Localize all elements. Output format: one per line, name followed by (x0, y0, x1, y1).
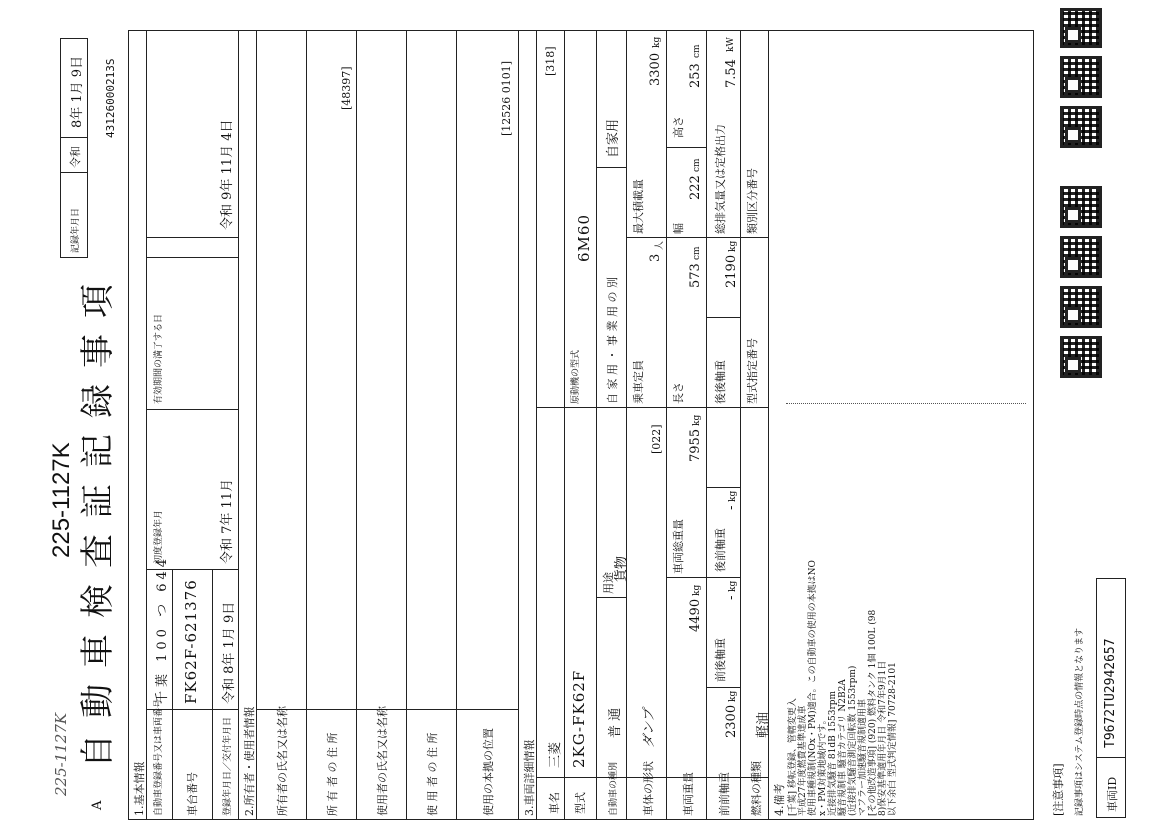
vehicle-id-label: 車両ID (1106, 776, 1119, 812)
model-label: 型式 (574, 792, 587, 814)
rear-rear-axle-unit: kg (728, 240, 738, 252)
maker-code: [318] (544, 46, 557, 76)
record-date-era: 令和 (69, 146, 82, 168)
remark-line: x・PM対策地域内です。 (818, 715, 828, 816)
qr-code-icon (1060, 56, 1102, 98)
remark-line: 騒音規制車 騒音カテゴリ N2B2A (838, 679, 848, 816)
remark-line: 8)保安基準適用年月日 令和7年9月1日 (878, 660, 888, 816)
front-rear-axle-value: - (724, 595, 739, 600)
body-code: [022] (650, 424, 663, 454)
width-unit: cm (692, 158, 702, 172)
rear-front-axle-label: 後前軸重 (714, 528, 727, 572)
qr-code-icon (1060, 186, 1102, 228)
gross-label: 車両総重量 (672, 519, 685, 574)
rear-rear-axle-value: 2190 (724, 254, 739, 288)
gross-value: 7955 (688, 428, 703, 462)
engine-label: 原動機の型式 (571, 349, 581, 404)
fuel-label: 燃料の種類 (750, 761, 763, 816)
reg-label: 自動車登録番号又は車両番号 (154, 698, 164, 816)
fuel-value: 軽油 (756, 711, 771, 738)
expiry-label: 有効期間の満了する日 (154, 313, 164, 404)
length-label: 長さ (672, 382, 685, 404)
qr-code-icon (1060, 286, 1102, 328)
chassis-label: 車台番号 (186, 772, 199, 816)
car-number: 225-1127K (48, 442, 75, 558)
body-label: 車体の形状 (642, 761, 655, 816)
remark-line: 平成27年度燃費基準達成車 (798, 705, 808, 816)
use-value: 貨物 (614, 555, 629, 582)
kind-label: 自動車の種別 (609, 761, 619, 816)
owner-address-label: 所 有 者 の 住 所 (326, 732, 339, 816)
maxload-value: 3300 (648, 52, 663, 86)
front-rear-axle-label: 前後軸重 (714, 638, 727, 682)
notice-header: [注意事項] (1052, 763, 1065, 816)
maker-label: 車名 (548, 792, 561, 814)
weight-unit: kg (692, 584, 702, 596)
rear-front-axle-unit: kg (728, 490, 738, 502)
maker-value: 三菱 (548, 741, 563, 768)
front-front-axle-unit: kg (728, 690, 738, 702)
qr-code-icon (1060, 8, 1102, 48)
capacity-unit: 人 (655, 240, 665, 250)
sec3-header: 3.車両詳細情報 (523, 739, 536, 816)
capacity-value: 3 (648, 253, 663, 262)
weight-label: 車両重量 (682, 772, 695, 816)
length-value: 573 (688, 263, 703, 288)
capacity-label: 乗車定員 (632, 360, 645, 404)
sec1-header: 1.基本情報 (133, 761, 146, 816)
reg-date-value: 令和 8年 1月 9日 (222, 601, 237, 704)
record-date-label: 記録年月日 (71, 207, 81, 253)
purpose-label: 自 家 用 ・ 事 業 用 の 別 (606, 277, 619, 404)
owner-name-label: 所有者の氏名又は名称 (276, 706, 289, 816)
remark-line: [その他改造事項] (920) 燃料タンク 1個 100L (98 (868, 609, 878, 816)
maxload-label: 最大積載量 (632, 179, 645, 234)
remark-line: 以下余白 型式判定情報] 70728-2101 (888, 662, 898, 816)
remark-line: マフラー加速騒音規制適用車 (858, 698, 868, 816)
front-front-axle-label: 前前軸重 (718, 772, 731, 816)
height-unit: cm (692, 44, 702, 58)
front-front-axle-value: 2300 (724, 704, 739, 738)
doc-label: A (90, 800, 105, 810)
base-location-label: 使用の本拠の位置 (482, 728, 495, 816)
base-location-code: [12526 0101] (500, 60, 513, 136)
body-value: ダンプ (642, 708, 657, 748)
reg-date-label: 登録年月日／交付年月日 (223, 716, 233, 816)
displacement-label: 総排気量又は定格出力 (714, 124, 727, 234)
handwritten-note: 225-1127K (52, 712, 70, 796)
document-title: 自動車検査証記録事項 (78, 268, 118, 768)
width-label: 幅 (672, 223, 685, 234)
chassis-value: FK62F-621376 (182, 579, 200, 704)
remark-line: 使用車種規制(NOx・PM)適合。この自動車の使用の本拠はNO (808, 560, 818, 816)
document-number: 43126000213S (104, 58, 117, 138)
first-reg-label: 初度登録年月 (154, 509, 164, 564)
qr-code-icon (1060, 236, 1102, 278)
front-rear-axle-unit: kg (728, 580, 738, 592)
kind-value: 普 通 (608, 707, 623, 738)
notice-text: 記録事項はシステム登録時点の情報となります (1075, 627, 1085, 816)
engine-value: 6M60 (575, 214, 593, 262)
remarks-list (788, 416, 898, 816)
owner-code: [48397] (340, 66, 353, 110)
sec2-header: 2.所有者・使用者情報 (243, 706, 256, 816)
rear-front-axle-value: - (724, 505, 739, 510)
qr-code-icon (1060, 336, 1102, 378)
height-value: 253 (688, 63, 703, 88)
qr-code-icon (1060, 106, 1102, 148)
expiry-value: 令和 9年 11月 4日 (220, 119, 235, 230)
rear-rear-axle-label: 後後軸重 (714, 360, 727, 404)
class-number-label: 類別区分番号 (746, 168, 759, 234)
sec4-header: 4.備考 (773, 783, 786, 816)
width-value: 222 (688, 175, 703, 200)
reg-value: 千葉 100 つ 644 (155, 554, 170, 704)
gross-unit: kg (692, 414, 702, 426)
remark-line: [千葉] 移転登録、管轄変更入 (788, 698, 798, 816)
length-unit: cm (692, 246, 702, 260)
remark-line: 近接排気騒音 81dB 1553rpm (828, 690, 838, 816)
remark-line: (近接排気騒音測定回転数 1553rpm) (848, 665, 858, 816)
maxload-unit: kg (652, 36, 662, 48)
weight-value: 4490 (688, 598, 703, 632)
displacement-value: 7.54 (724, 59, 739, 88)
user-address-label: 使 用 者 の 住 所 (426, 732, 439, 816)
purpose-value: 自家用 (606, 118, 621, 158)
height-label: 高さ (672, 116, 685, 138)
vehicle-id-value: T9672TU2942657 (1103, 638, 1118, 748)
type-cert-label: 型式指定番号 (746, 338, 759, 404)
user-name-label: 使用者の氏名又は名称 (376, 706, 389, 816)
model-value: 2KG-FK62F (570, 669, 588, 768)
displacement-unit: kW (726, 37, 736, 52)
use-label: 用途 (602, 572, 615, 594)
first-reg-value: 令和 7年 11月 (220, 478, 235, 564)
record-date-value: 8年 1月 9日 (70, 55, 85, 128)
